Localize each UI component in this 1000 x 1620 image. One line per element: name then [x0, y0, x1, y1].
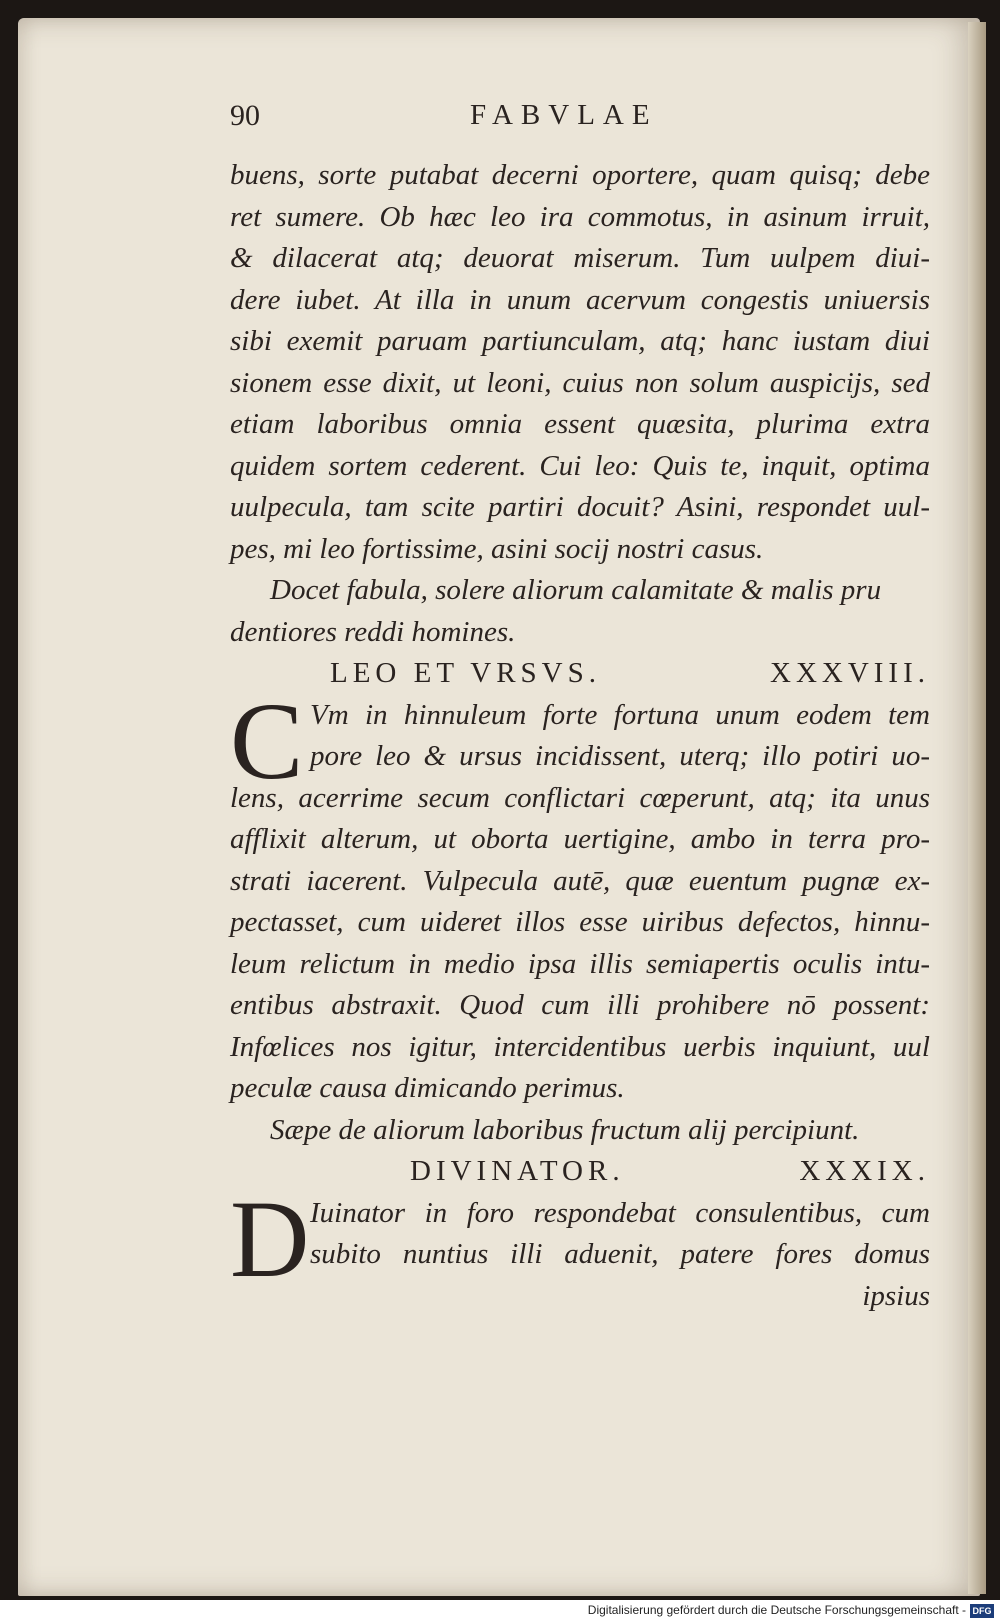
drop-cap: C — [230, 679, 304, 802]
fable-heading — [230, 1151, 930, 1193]
text-line: peculæ causa dimicando perimus. — [230, 1072, 625, 1104]
text-line: lens, acerrime secum conflictari cœperunt, atq; ita unus — [230, 781, 930, 814]
text-line: & dilacerat atq; deuorat miserum. Tum uulpem diui- — [230, 242, 930, 274]
text-line: ret sumere. Ob hæc leo ira commotus, in asinum irruit, — [230, 200, 930, 233]
footer-credit: Digitalisierung gefördert durch die Deutsche Forschungsgemeinschaft - — [587, 1603, 966, 1617]
fable-heading — [230, 653, 930, 695]
fable-1-body — [230, 155, 930, 653]
fable-title: LEO ET VRSVS. — [330, 657, 601, 689]
footer-bar — [0, 1600, 1000, 1620]
page-number: 90 — [230, 99, 260, 132]
text-line: leum relictum in medio ipsa illis semiapertis oculis intu- — [230, 947, 930, 980]
text-line: entibus abstraxit. Quod cum illi prohibere nō possent: — [230, 989, 930, 1021]
text-line: pore leo & ursus incidissent, uterq; illo potiri uo- — [310, 740, 930, 772]
text-line: Vm in hinnuleum forte fortuna unum eodem tem — [310, 698, 930, 731]
text-line: sionem esse dixit, ut leoni, cuius non solum auspicijs, sed — [230, 366, 930, 399]
text-line: strati iacerent. Vulpecula autē, quæ euentum pugnæ ex- — [230, 864, 930, 897]
fable-moral: Sæpe de aliorum laboribus fructum alij percipiunt. — [270, 1113, 860, 1146]
text-line: sibi exemit paruam partiunculam, atq; hanc iustam diui — [230, 325, 930, 357]
fable-number: XXXIX. — [799, 1155, 930, 1187]
text-line: quidem sortem cederent. Cui leo: Quis te, inquit, optima — [230, 449, 930, 482]
fable-3-body — [230, 1177, 930, 1318]
text-line: buens, sorte putabat decerni oportere, quam quisq; debe — [230, 159, 930, 191]
drop-cap: D — [230, 1177, 310, 1300]
page-text — [230, 95, 930, 1317]
fable-moral: dentiores reddi homines. — [230, 615, 516, 648]
text-line: subito nuntius illi aduenit, patere fores domus — [310, 1238, 930, 1270]
dfg-logo-icon: DFG — [970, 1604, 994, 1618]
text-line: etiam laboribus omnia essent quæsita, plurima extra — [230, 408, 930, 440]
fable-moral: Docet fabula, solere aliorum calamitate & malis pru — [270, 574, 882, 606]
fable-title: DIVINATOR. — [410, 1155, 625, 1187]
text-line: afflixit alterum, ut oborta uertigine, ambo in terra pro- — [230, 823, 930, 855]
page-edge — [968, 22, 986, 1594]
page-header — [230, 95, 930, 155]
fable-2-body — [230, 679, 930, 1152]
text-line: Infœlices nos igitur, intercidentibus uerbis inquiunt, uul — [230, 1030, 930, 1063]
text-line: pectasset, cum uideret illos esse uiribus defectos, hinnu- — [230, 906, 930, 938]
text-line: dere iubet. At illa in unum acervum congestis uniuersis — [230, 283, 930, 316]
text-line: Iuinator in foro respondebat consulentibus, cum — [310, 1196, 930, 1229]
fable-number: XXXVIII. — [770, 657, 930, 689]
running-title: FABVLAE — [470, 99, 658, 131]
text-line: pes, mi leo fortissime, asini socij nostri casus. — [230, 532, 764, 565]
text-line: uulpecula, tam scite partiri docuit? Asini, respondet uul- — [230, 491, 930, 523]
catchword: ipsius — [862, 1279, 930, 1312]
